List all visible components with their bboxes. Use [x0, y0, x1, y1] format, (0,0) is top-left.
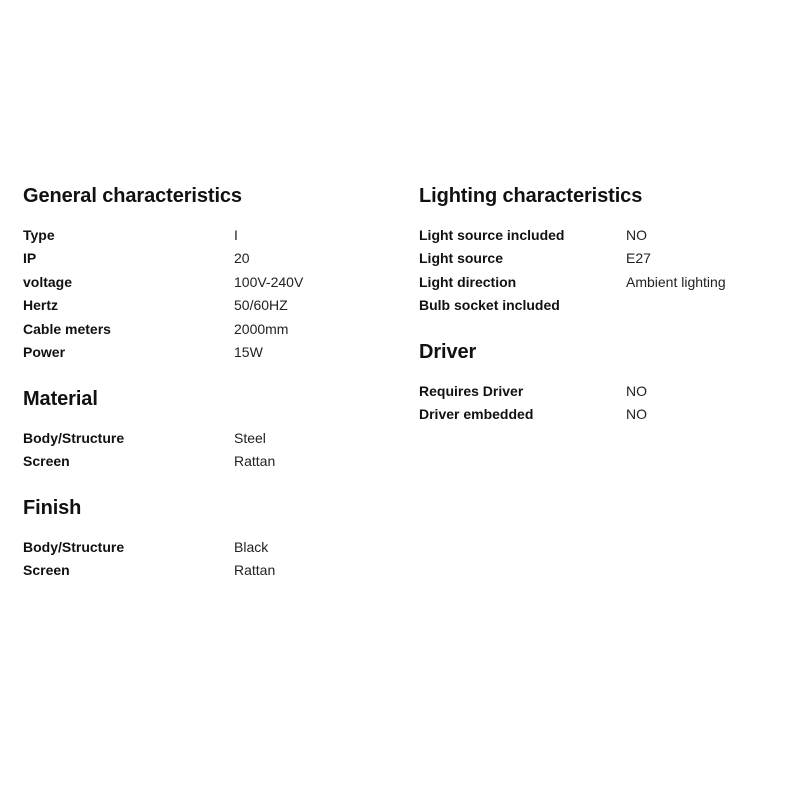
spec-row-cable-meters — [23, 317, 383, 341]
spec-value: E27 — [626, 250, 651, 267]
spec-value: I — [234, 226, 238, 243]
spec-value: NO — [626, 382, 647, 399]
section-title: Driver — [419, 341, 477, 363]
spec-row-body-structure — [23, 535, 383, 559]
spec-row-type — [23, 223, 383, 247]
spec-value: Steel — [234, 429, 266, 446]
right-column — [419, 183, 779, 448]
spec-value: NO — [626, 226, 647, 243]
spec-value: Black — [234, 538, 269, 555]
spec-row-hertz — [23, 294, 383, 318]
section-general-characteristics — [23, 183, 383, 364]
spec-label: Screen — [23, 562, 70, 579]
section-title: Finish — [23, 497, 82, 519]
spec-row-light-source-included — [419, 223, 779, 247]
spec-label: Power — [23, 344, 66, 361]
spec-value: Rattan — [234, 562, 276, 579]
section-title: Material — [23, 388, 98, 410]
spec-row-voltage — [23, 270, 383, 294]
spec-row-requires-driver — [419, 379, 779, 403]
section-title: General characteristics — [23, 185, 242, 207]
spec-value: 15W — [234, 344, 263, 361]
spec-row-screen — [23, 559, 383, 583]
spec-row-light-direction — [419, 270, 779, 294]
spec-row-body-structure — [23, 426, 383, 450]
spec-label: Light source — [419, 250, 504, 267]
spec-value: 100V-240V — [234, 273, 304, 290]
section-driver — [419, 339, 779, 426]
spec-label: Screen — [23, 453, 70, 470]
spec-label: Body/Structure — [23, 429, 125, 446]
spec-label: voltage — [23, 273, 73, 290]
spec-row-ip — [23, 247, 383, 271]
section-lighting-characteristics — [419, 183, 779, 317]
spec-value: 50/60HZ — [234, 297, 288, 314]
section-title: Lighting characteristics — [419, 185, 643, 207]
spec-value: Rattan — [234, 453, 276, 470]
spec-label: Cable meters — [23, 320, 111, 337]
spec-label: Body/Structure — [23, 538, 125, 555]
spec-row-driver-embedded — [419, 403, 779, 427]
left-column — [23, 183, 383, 604]
spec-value: Ambient lighting — [626, 273, 726, 290]
spec-label: Driver embedded — [419, 406, 534, 423]
spec-value: 2000mm — [234, 320, 289, 337]
spec-label: Light direction — [419, 273, 517, 290]
spec-row-light-source — [419, 247, 779, 271]
spec-label: Light source included — [419, 226, 565, 243]
spec-label: Type — [23, 226, 55, 243]
section-finish — [23, 495, 383, 582]
spec-value: 20 — [234, 250, 250, 267]
spec-label: IP — [23, 250, 37, 267]
spec-label: Requires Driver — [419, 382, 524, 399]
spec-row-power — [23, 341, 383, 365]
spec-label: Hertz — [23, 297, 59, 314]
spec-value: NO — [626, 406, 647, 423]
section-material — [23, 386, 383, 473]
spec-label: Bulb socket included — [419, 297, 560, 314]
spec-row-screen — [23, 450, 383, 474]
spec-row-bulb-socket-included — [419, 294, 779, 318]
